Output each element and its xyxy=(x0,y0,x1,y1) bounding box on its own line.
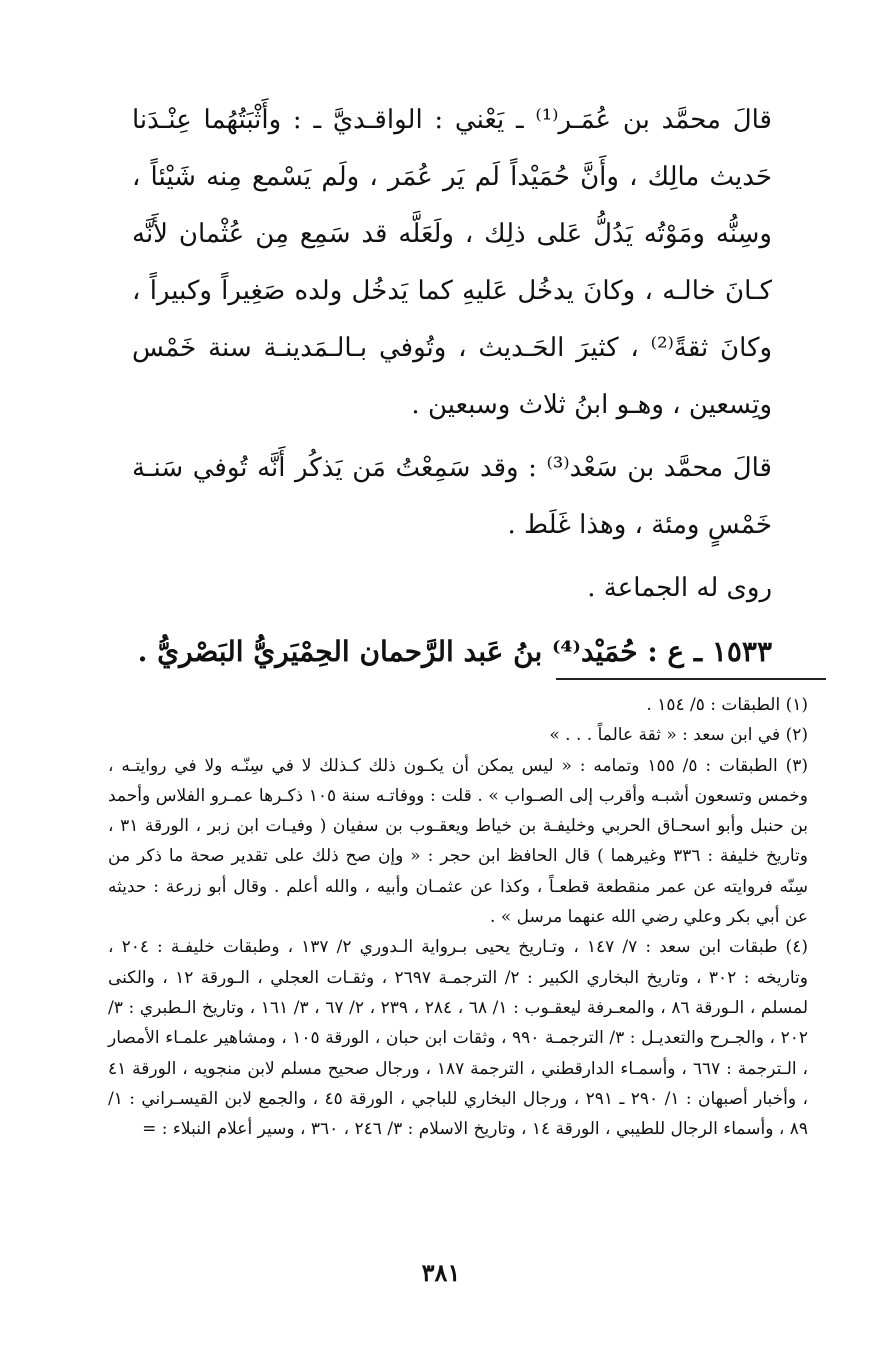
footnote-1: (١) الطبقات : ٥/ ١٥٤ . xyxy=(646,695,808,715)
entry-heading-1533: ١٥٣٣ ـ ع : حُمَيْد⁽⁴⁾ بنُ عَبد الرَّحمان الحِمْيَريُّ البَصْريُّ . xyxy=(137,635,772,668)
page-number: ٣٨١ xyxy=(421,1258,461,1287)
footnotes xyxy=(108,690,808,1144)
paragraph-narrators: روى له الجماعة . xyxy=(587,573,772,603)
footnote-4: (٤) طبقات ابن سعد : ٧/ ١٤٧ ، وتـاريخ يحيى بـرواية الـدوري ٢/ ١٣٧ ، وطبقات خليفـة : ٢٠٤ ، وتاريخه : ٣٠٢ ، وتاريخ البخاري الكبير : ٢/ الترجمـة ٢٦٩٧ ، وثقـات العجلي ، الـورقة ١٢ ، والكنى لمسلم ، الـورقة ٨٦ ، والمعـرفة ليعقـوب : ١/ ٦٨ ، ٢٨٤ ، ٢٣٩ ، ٢/ ٦٧ ، ٣/ ١٦١ ، وتاريخ الـطبري : ٣/ ٢٠٢ ، والجـرح والتعديـل : ٣/ الترجمـة ٩٩٠ ، وثقات ابن حبان ، الورقة ١٠٥ ، ومشاهير علمـاء الأمصار ، الـترجمة : ٦٦٧ ، وأسمـاء الدارقطني ، الترجمة ١٨٧ ، ورجال صحيح مسلم لابن منجويه ، الورقة ٤١ ، وأخبار أصبهان : ١/ ٢٩٠ ـ ٢٩١ ، ورجال البخاري للباجي ، الورقة ٤٥ ، والجمع لابن القيسـراني : ١/ ٨٩ ، وأسماء الرجال للطيبي ، الورقة ١٤ ، وتاريخ الاسلام : ٣/ ٢٤٦ ، ٣٦٠ ، وسير أعلام النبلاء : = xyxy=(108,937,809,1140)
main-text xyxy=(132,92,772,680)
footnote-divider xyxy=(556,678,826,680)
paragraph-waqidi: قالَ محمَّد بن عُمَـر⁽¹⁾ ـ يَعْني : الواقـديَّ ـ : وأَثْبَتُهُما عِنْـدَنا حَديث مالِك ، وأَنَّ حُمَيْداً لَم يَر عُمَر ، ولَم يَسْمع مِنه شَيْئاً ، وسِنُّه ومَوْتُه يَدُلُّ عَلى ذلِك ، ولَعَلَّه قد سَمِع مِن عُثْمان لأَنَّه كـانَ خالـه ، وكانَ يدخُل عَليهِ كما يَدخُل ولده صَغِيراً وكبيراً ، وكانَ ثقةً⁽²⁾ ، كثيرَ الحَـديث ، وتُوفي بـالـمَدينـة سنة خَمْس وتِسعين ، وهـو ابنُ ثلاث وسبعين . xyxy=(132,105,773,420)
footnote-3: (٣) الطبقات : ٥/ ١٥٥ وتمامه : « ليس يمكن أن يكـون ذلك كـذلك لا في سِنّـه ولا في روايتـه ، وخمس وتسعون أشبـه وأقرب إلى الصـواب » . قلت : ووفاتـه سنة ١٠٥ ذكـرها عمـرو الفلاس وأحمد بن حنبل وأبو اسحـاق الحربي وخليفـة بن خياط ويعقـوب بن سفيان ( وفيـات ابن زبر ، الورقة ٣١ ، وتاريخ خليفة : ٣٣٦ وغيرهما ) قال الحافظ ابن حجر : « وإن صح ذلك على تقدير صحة ما ذكر من سِنّه فروايته عن عمر منقطعة قطعـاً ، وكذا عن عثمـان وأبيه ، والله أعلم . وقال أبو زرعة : حديثه عن أبي بكر وعلي رضي الله عنهما مرسل » . xyxy=(108,755,808,928)
footnote-2: (٢) في ابن سعد : « ثقة عالماً . . . » xyxy=(549,725,808,746)
paragraph-ibn-saad: قالَ محمَّد بن سَعْد⁽³⁾ : وقد سَمِعْتُ مَن يَذكُر أَنَّه تُوفي سَنـة خَمْسٍ ومئة ، وهذا غَلَط . xyxy=(132,453,772,540)
